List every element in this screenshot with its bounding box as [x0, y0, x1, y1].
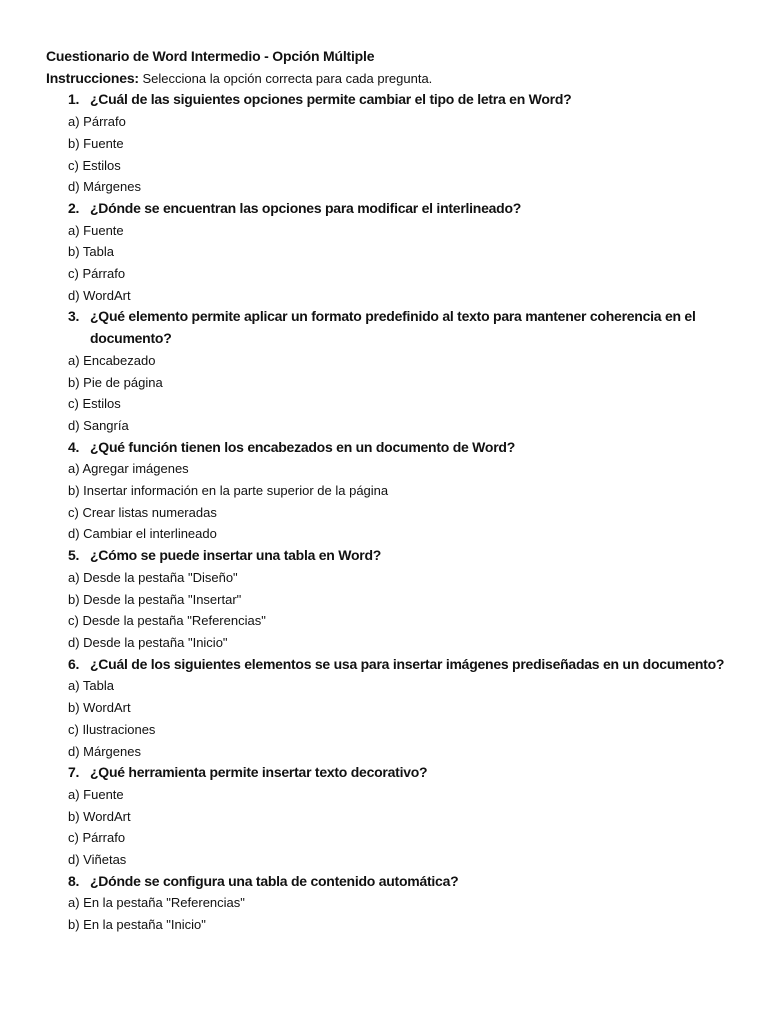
- answer-option: d) Desde la pestaña "Inicio": [68, 634, 228, 650]
- answer-option: d) Márgenes: [68, 743, 141, 759]
- answer-option: c) Estilos: [68, 396, 121, 412]
- question-text: ¿Cuál de las siguientes opciones permite cambiar el tipo de letra en Word?: [90, 91, 572, 108]
- question-text: ¿Cuál de los siguientes elementos se usa para insertar imágenes prediseñadas en un documento?: [90, 655, 725, 672]
- question-1: [68, 89, 726, 111]
- answer-option: a) Fuente: [68, 222, 124, 238]
- instructions-label: Instrucciones:: [46, 69, 139, 86]
- question-number: 5.: [68, 547, 80, 564]
- document-page: [46, 46, 726, 936]
- answer-option: d) Viñetas: [68, 852, 127, 868]
- answer-option: c) Crear listas numeradas: [68, 504, 217, 520]
- question-text: ¿Dónde se configura una tabla de contenido automática?: [90, 872, 459, 889]
- instructions-text: Selecciona la opción correcta para cada pregunta.: [138, 70, 433, 86]
- answer-option: c) Desde la pestaña "Referencias": [68, 613, 266, 629]
- question-number: 2.: [68, 199, 80, 216]
- answer-option: b) Fuente: [68, 135, 124, 151]
- answer-option: b) Tabla: [68, 244, 115, 260]
- question-4: [68, 437, 726, 459]
- question-2: [68, 198, 726, 220]
- answer-option: c) Estilos: [68, 157, 121, 173]
- answer-option: d) Márgenes: [68, 179, 141, 195]
- question-number: 7.: [68, 764, 80, 781]
- answer-option: b) WordArt: [68, 808, 131, 824]
- question-list: [46, 89, 726, 935]
- answer-option: a) Párrafo: [68, 114, 126, 130]
- question-8: [68, 871, 726, 893]
- answer-option: b) Desde la pestaña "Insertar": [68, 591, 242, 607]
- answer-option: b) En la pestaña "Inicio": [68, 917, 206, 933]
- answer-option: a) En la pestaña "Referencias": [68, 895, 245, 911]
- question-number: 3.: [68, 308, 80, 325]
- question-number: 8.: [68, 872, 80, 889]
- question-6: [68, 654, 726, 676]
- answer-option: c) Ilustraciones: [68, 721, 156, 737]
- question-3: [68, 306, 726, 349]
- question-text: ¿Qué elemento permite aplicar un formato predefinido al texto para mantener coherencia en el documento?: [90, 308, 696, 347]
- answer-option: b) WordArt: [68, 700, 131, 716]
- question-7: [68, 762, 726, 784]
- answer-option: a) Desde la pestaña "Diseño": [68, 569, 238, 585]
- answer-option: c) Párrafo: [68, 830, 126, 846]
- question-number: 1.: [68, 91, 80, 108]
- question-5: [68, 545, 726, 567]
- answer-option: d) WordArt: [68, 287, 131, 303]
- answer-option: c) Párrafo: [68, 266, 126, 282]
- instructions: [46, 68, 726, 90]
- question-text: ¿Qué herramienta permite insertar texto decorativo?: [90, 764, 428, 781]
- answer-option: d) Sangría: [68, 417, 129, 433]
- answer-option: a) Fuente: [68, 786, 124, 802]
- question-text: ¿Dónde se encuentran las opciones para modificar el interlineado?: [90, 199, 522, 216]
- answer-option: d) Cambiar el interlineado: [68, 526, 217, 542]
- answer-option: a) Tabla: [68, 678, 115, 694]
- answer-option: a) Encabezado: [68, 352, 156, 368]
- question-text: ¿Qué función tienen los encabezados en un documento de Word?: [90, 438, 515, 455]
- document-title: Cuestionario de Word Intermedio - Opción Múltiple: [46, 48, 375, 64]
- question-number: 6.: [68, 655, 80, 672]
- answer-option: b) Insertar información en la parte superior de la página: [68, 483, 389, 499]
- answer-option: b) Pie de página: [68, 374, 163, 390]
- question-text: ¿Cómo se puede insertar una tabla en Word?: [90, 547, 382, 564]
- question-number: 4.: [68, 438, 80, 455]
- answer-option: a) Agregar imágenes: [68, 461, 189, 477]
